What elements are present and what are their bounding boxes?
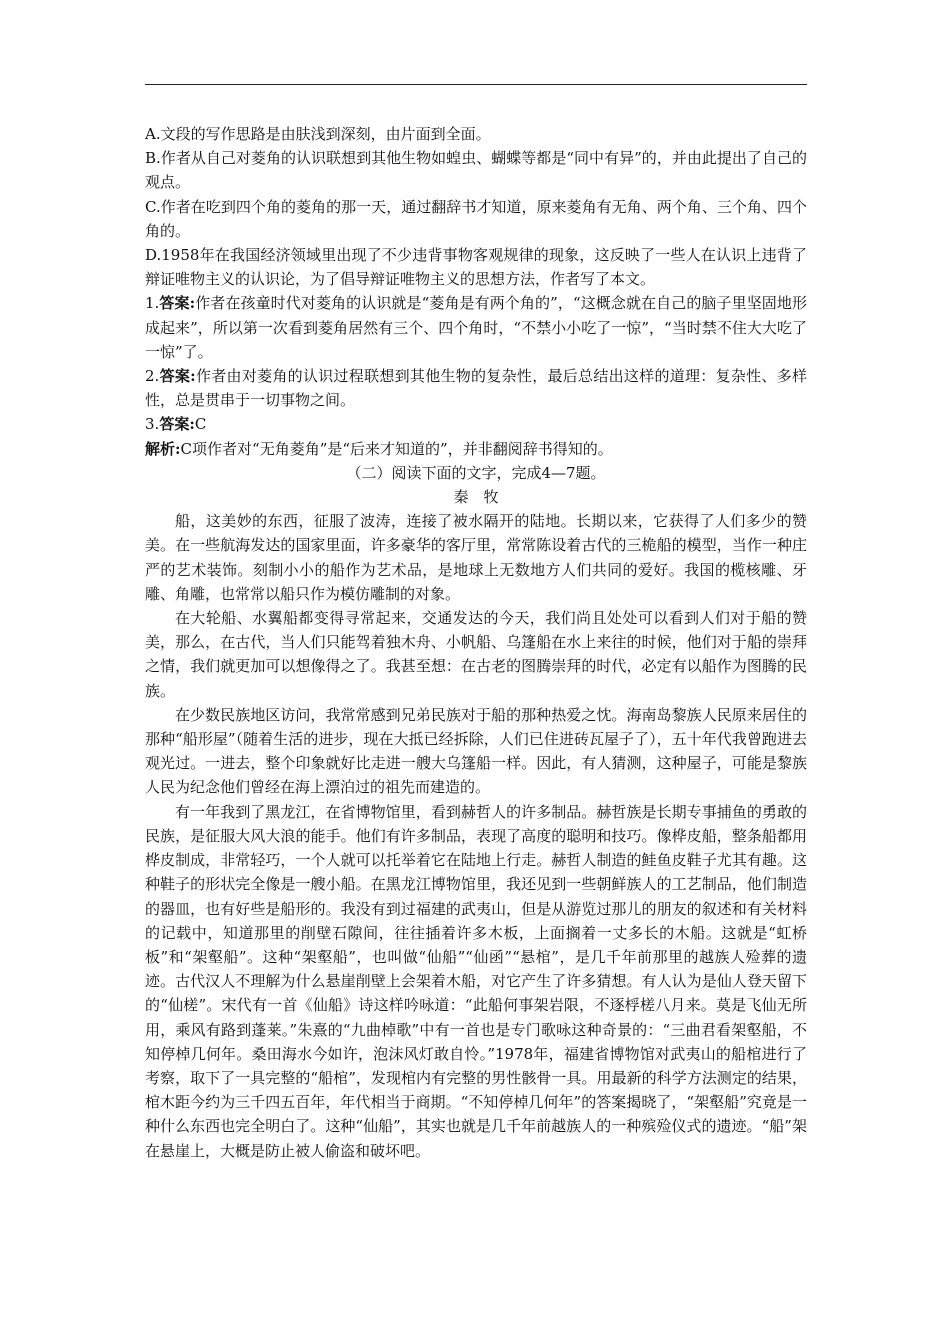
option-c: C.作者在吃到四个角的菱角的那一天，通过翻辞书才知道，原来菱角有无角、两个角、三个角、四个角的。	[145, 197, 807, 240]
analysis	[145, 437, 807, 461]
answer-text: C	[194, 415, 207, 434]
answer-number: 3.	[145, 415, 160, 434]
answer-number: 2.	[145, 367, 160, 386]
answer-label: 答案:	[159, 415, 195, 434]
paragraph: 船，这美妙的东西，征服了波涛，连接了被水隔开的陆地。长期以来，它获得了人们多少的赞美。在一些航海发达的国家里面，许多豪华的客厅里，常常陈设着古代的三桅船的模型，当作一种庄严的艺术装饰。刻制小小的船作为艺术品，是地球上无数地方人们共同的爱好。我国的榄核雕、牙雕、角雕，也常常以船只作为模仿雕制的对象。	[145, 512, 807, 603]
paragraph: 在少数民族地区访问，我常常感到兄弟民族对于船的那种热爱之忱。海南岛黎族人民原来居住的那种“船形屋”（随着生活的进步，现在大抵已经拆除，人们已住进砖瓦屋子了），五十年代我曾跑进去观光过。一进去，整个印象就好比走进一艘大乌篷船一样。因此，有人猜测，这种屋子，可能是黎族人民为纪念他们曾经在海上漂泊过的祖先而建造的。	[145, 705, 807, 797]
option-d: D.1958年在我国经济领域里出现了不少违背事物客观规律的现象，这反映了一些人在认识上违背了辩证唯物主义的认识论，为了倡导辩证唯物主义的思想方法，作者写了本文。	[145, 246, 807, 289]
option-a: A.文段的写作思路是由肤浅到深刻，由片面到全面。	[145, 125, 491, 143]
answer-text: 作者在孩童时代对菱角的认识就是“菱角是有两个角的”，“这概念就在自己的脑子里坚固地形成起来”，所以第一次看到菱角居然有三个、四个角时，“不禁小小吃了一惊”，“当时禁不住大大吃了一惊”了。	[145, 294, 807, 361]
answer-label: 答案:	[159, 294, 196, 313]
answer-1	[145, 291, 807, 364]
analysis-label: 解析:	[145, 439, 181, 458]
author: 秦 牧	[453, 488, 499, 507]
section-heading: （二）阅读下面的文字，完成4—7题。	[346, 463, 606, 482]
paragraph: 在大轮船、水翼船都变得寻常起来，交通发达的今天，我们尚且处处可以看到人们对于船的赞美，那么，在古代，当人们只能驾着独木舟、小帆船、乌篷船在水上来往的时候，他们对于船的崇拜之情，我们就更加可以想像得之了。我甚至想：在古老的图腾崇拜的时代，必定有以船作为图腾的民族。	[145, 609, 807, 700]
answer-number: 1.	[145, 294, 160, 313]
answer-text: 作者由对菱角的认识过程联想到其他生物的复杂性，最后总结出这样的道理：复杂性、多样性，总是贯串于一切事物之间。	[145, 367, 807, 410]
answer-3	[145, 412, 807, 436]
header-rule	[145, 84, 807, 85]
answer-label: 答案:	[159, 367, 196, 386]
option-b: B.作者从自己对菱角的认识联想到其他生物如蝗虫、蝴蝶等都是“同中有异”的，并由此提出了自己的观点。	[145, 149, 807, 192]
document-body	[145, 122, 807, 1163]
paragraph: 有一年我到了黑龙江，在省博物馆里，看到赫哲人的许多制品。赫哲族是长期专事捕鱼的勇敢的民族，是征服大风大浪的能手。他们有许多制品，表现了高度的聪明和技巧。像桦皮船，整条船都用桦皮制成，非常轻巧，一个人就可以托举着它在陆地上行走。赫哲人制造的鲑鱼皮鞋子尤其有趣。这种鞋子的形状完全像是一艘小船。在黑龙江博物馆里，我还见到一些朝鲜族人的工艺制品，他们制造的器皿，也有好些是船形的。我没有到过福建的武夷山，但是从游览过那儿的朋友的叙述和有关材料的记载中，知道那里的削壁石隙间，往往插着许多木板，上面搁着一丈多长的木船。这就是“虹桥板”和“架壑船”。这种“架壑船”，也叫做“仙船”“仙函”“悬棺”，是几千年前那里的越族人殓葬的遗迹。古代汉人不理解为什么悬崖削壁上会架着木船，对它产生了许多猜想。有人认为是仙人登天留下的“仙槎”。宋代有一首《仙船》诗这样吟咏道：“此船何事架岩限，不逐桴槎八月来。莫是飞仙无所用，乘风有路到蓬莱。”朱熹的“九曲棹歌”中有一首也是专门歌咏这种奇景的：“三曲君看架壑船，不知停棹几何年。桑田海水今如许，泡沫风灯敢自怜。”1978年，福建省博物馆对武夷山的船棺进行了考察，取下了一具完整的“船棺”，发现棺内有完整的男性骸骨一具。用最新的科学方法测定的结果，棺木距今约为三千四五百年，年代相当于商期。“不知停棹几何年”的答案揭晓了，“架壑船”究竟是一种什么东西也完全明白了。这种“仙船”，其实也就是几千年前越族人的一种殡殓仪式的遗迹。“船”架在悬崖上，大概是防止被人偷盗和破坏吧。	[145, 802, 807, 1160]
analysis-text: C项作者对“无角菱角”是“后来才知道的”，并非翻阅辞书得知的。	[180, 439, 613, 458]
answer-2	[145, 364, 807, 412]
